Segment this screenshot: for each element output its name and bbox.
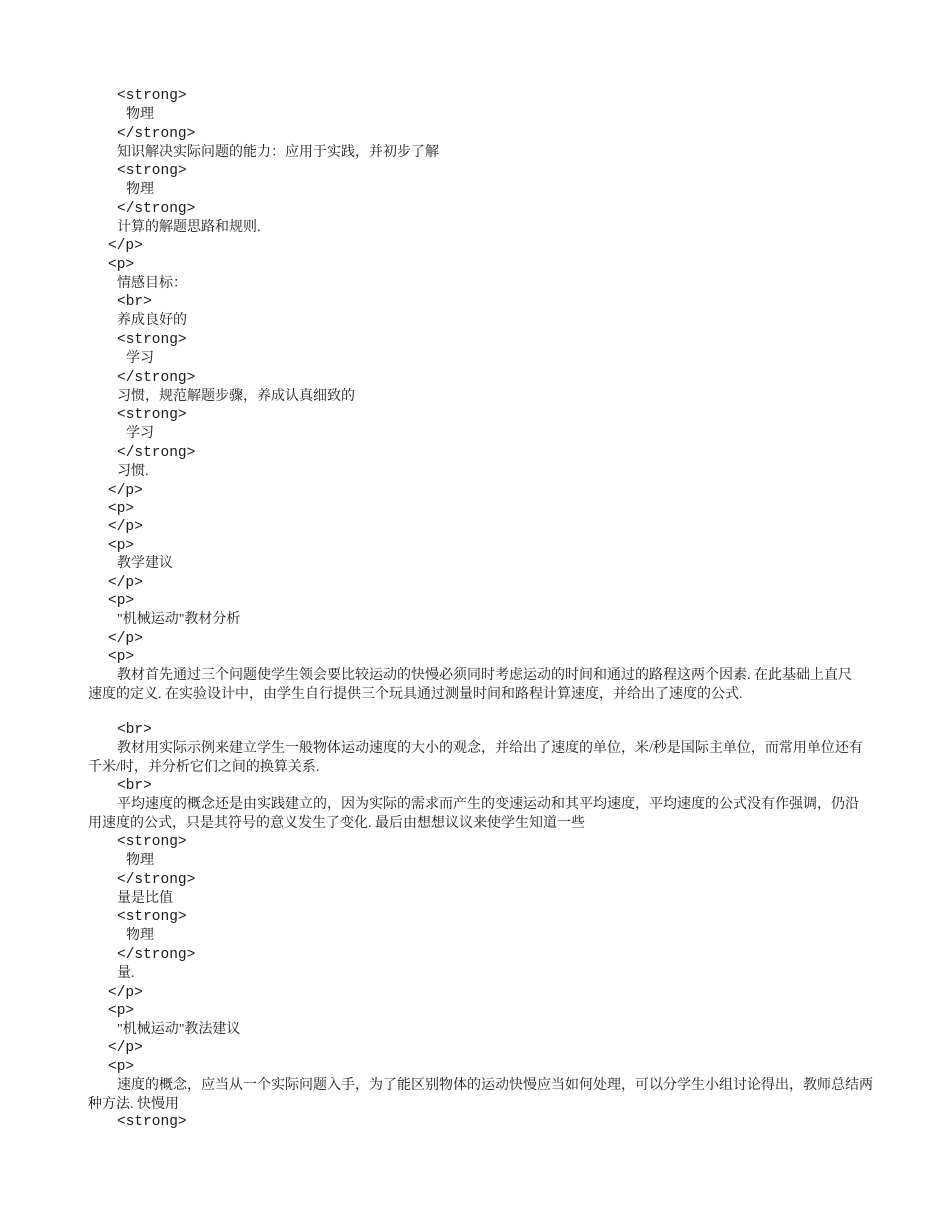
p-close-tag: </p> — [108, 575, 143, 591]
paragraph-text: 平均速度的概念还是由实践建立的，因为实际的需求而产生的变速运动和其平均速度，平均速度的公式没有作强调，仍沿用速度的公式，只是其符号的意义发生了变化. 最后由想想议议来使学生知道一些 — [88, 797, 859, 831]
p-close-tag: </p> — [108, 985, 143, 1001]
text-line: "机械运动"教法建议 — [117, 1022, 241, 1037]
strong-open-tag: <strong> — [117, 407, 187, 423]
strong-close-tag: </strong> — [117, 370, 196, 386]
text-line: 量是比值 — [117, 891, 173, 906]
text-line: 知识解决实际问题的能力：应用于实践，并初步了解 — [117, 145, 439, 160]
p-close-tag: </p> — [108, 238, 143, 254]
strong-open-tag: <strong> — [117, 163, 187, 179]
text-line: 物理 — [126, 928, 154, 943]
p-open-tag: <p> — [108, 1059, 135, 1075]
text-line: 量. — [117, 966, 135, 981]
paragraph-text: 教材用实际示例来建立学生一般物体运动速度的大小的观念，并给出了速度的单位，米/秒是国际主单位，而常用单位还有千米/时，并分析它们之间的换算关系. — [88, 741, 863, 775]
text-line: 习惯. — [117, 464, 149, 479]
strong-open-tag: <strong> — [117, 834, 187, 850]
strong-close-tag: </strong> — [117, 201, 196, 217]
text-line: 物理 — [126, 853, 154, 868]
p-open-tag: <p> — [108, 649, 135, 665]
text-line: "机械运动"教材分析 — [117, 612, 241, 627]
p-open-tag: <p> — [108, 593, 135, 609]
p-close-tag: </p> — [108, 483, 143, 499]
text-line: 习惯，规范解题步骤，养成认真细致的 — [117, 389, 355, 404]
strong-open-tag: <strong> — [117, 1114, 187, 1130]
text-line: 情感目标： — [117, 276, 187, 291]
strong-close-tag: </strong> — [117, 872, 196, 888]
strong-open-tag: <strong> — [117, 909, 187, 925]
p-open-tag: <p> — [108, 257, 135, 273]
text-line: 教学建议 — [117, 556, 173, 571]
text-line: 计算的解题思路和规则. — [117, 220, 261, 235]
text-line: 学习 — [126, 426, 154, 441]
strong-close-tag: </strong> — [117, 445, 196, 461]
strong-open-tag: <strong> — [117, 332, 187, 348]
text-line: 物理 — [126, 107, 154, 122]
paragraph-text: 教材首先通过三个问题使学生领会要比较运动的快慢必须同时考虑运动的时间和通过的路程这两个因素. 在此基础上直尺速度的定义. 在实验设计中，由学生自行提供三个玩具通过测量时间和路程计算速度，并给出了速度的公式. — [88, 668, 852, 702]
br-tag: <br> — [117, 778, 152, 794]
strong-close-tag: </strong> — [117, 947, 196, 963]
p-open-tag: <p> — [108, 501, 135, 517]
p-close-tag: </p> — [108, 1040, 143, 1056]
paragraph-text: 速度的概念，应当从一个实际问题入手，为了能区别物体的运动快慢应当如何处理，可以分学生小组讨论得出，教师总结两种方法. 快慢用 — [88, 1078, 873, 1112]
text-line: 物理 — [126, 182, 154, 197]
br-tag: <br> — [117, 722, 152, 738]
p-close-tag: </p> — [108, 519, 143, 535]
text-line: 养成良好的 — [117, 313, 187, 328]
strong-close-tag: </strong> — [117, 126, 196, 142]
p-open-tag: <p> — [108, 1003, 135, 1019]
p-open-tag: <p> — [108, 538, 135, 554]
strong-open-tag: <strong> — [117, 88, 187, 104]
text-line: 学习 — [126, 351, 154, 366]
br-tag: <br> — [117, 294, 152, 310]
p-close-tag: </p> — [108, 631, 143, 647]
